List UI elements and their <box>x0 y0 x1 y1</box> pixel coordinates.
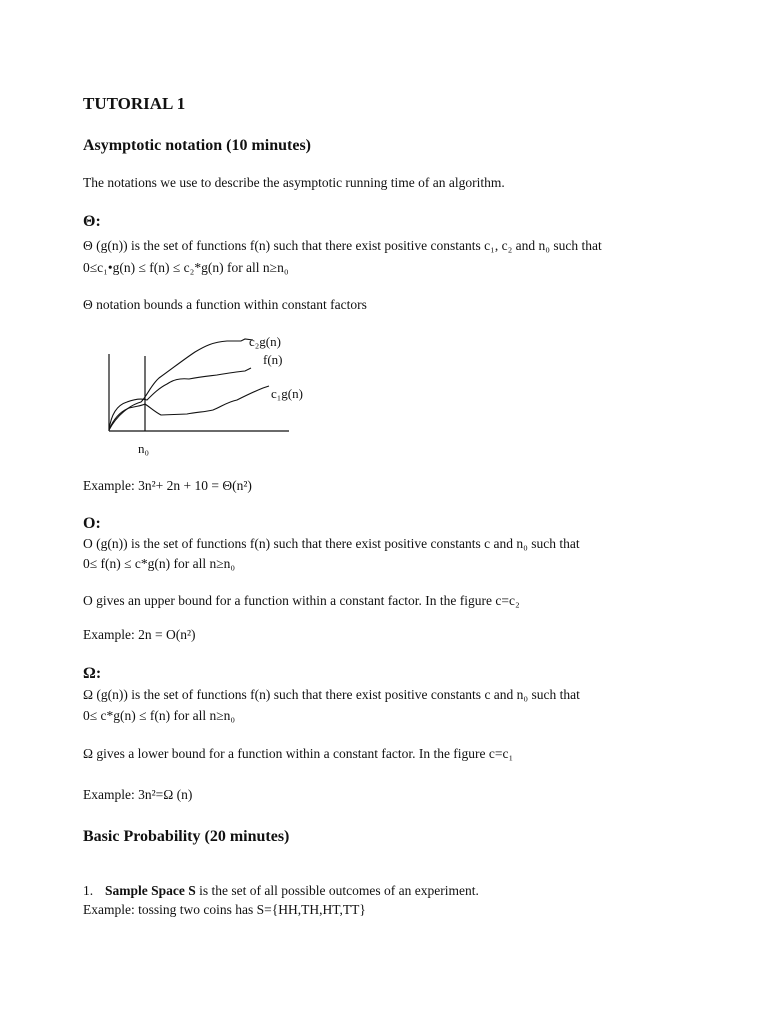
bigo-bound-text: O gives an upper bound for a function within a constant factor. In the figure c=c₂ <box>83 593 520 608</box>
sample-space-definition: is the set of all possible outcomes of an experiment. <box>195 883 479 898</box>
label-upper-bound: c₂g(n) <box>249 334 281 349</box>
section-heading-asymptotic: Asymptotic notation (10 minutes) <box>83 137 311 154</box>
function-curve <box>109 368 251 430</box>
theta-bound-text: Θ notation bounds a function within constant factors <box>83 297 367 312</box>
omega-example: Example: 3n²=Ω (n) <box>83 787 193 802</box>
sample-space-example: Example: tossing two coins has S={HH,TH,HT,TT} <box>83 902 366 917</box>
term-sample-space: Sample Space S <box>105 883 196 898</box>
theta-example: Example: 3n²+ 2n + 10 = Θ(n²) <box>83 478 252 493</box>
asymptotic-bounds-figure <box>95 330 325 460</box>
theta-heading: Θ: <box>83 213 101 230</box>
omega-definition-line1: Ω (g(n)) is the set of functions f(n) such that there exist positive constants c and n₀ such that <box>83 687 580 702</box>
bigo-example: Example: 2n = O(n²) <box>83 627 196 642</box>
list-item-sample-space <box>83 883 479 899</box>
theta-definition-line1: Θ (g(n)) is the set of functions f(n) such that there exist positive constants c₁, c₂ and n₀ such that <box>83 238 602 253</box>
lower-bound-curve <box>109 386 269 430</box>
label-function: f(n) <box>263 352 283 367</box>
bigo-definition-line2: 0≤ f(n) ≤ c*g(n) for all n≥n₀ <box>83 556 236 571</box>
upper-bound-curve <box>109 339 253 430</box>
page-title: TUTORIAL 1 <box>83 94 186 113</box>
label-n0: n₀ <box>138 441 150 456</box>
intro-text: The notations we use to describe the asymptotic running time of an algorithm. <box>83 175 505 190</box>
omega-definition-line2: 0≤ c*g(n) ≤ f(n) for all n≥n₀ <box>83 708 236 723</box>
theta-definition-line2: 0≤c₁•g(n) ≤ f(n) ≤ c₂*g(n) for all n≥n₀ <box>83 260 289 275</box>
omega-bound-text: Ω gives a lower bound for a function within a constant factor. In the figure c=c₁ <box>83 746 514 761</box>
section-heading-probability: Basic Probability (20 minutes) <box>83 828 290 845</box>
bigo-heading: O: <box>83 515 101 532</box>
bigo-definition-line1: O (g(n)) is the set of functions f(n) such that there exist positive constants c and n₀ such that <box>83 536 580 551</box>
label-lower-bound: c₁g(n) <box>271 386 303 401</box>
list-item-number: 1. <box>83 883 94 898</box>
omega-heading: Ω: <box>83 665 102 682</box>
